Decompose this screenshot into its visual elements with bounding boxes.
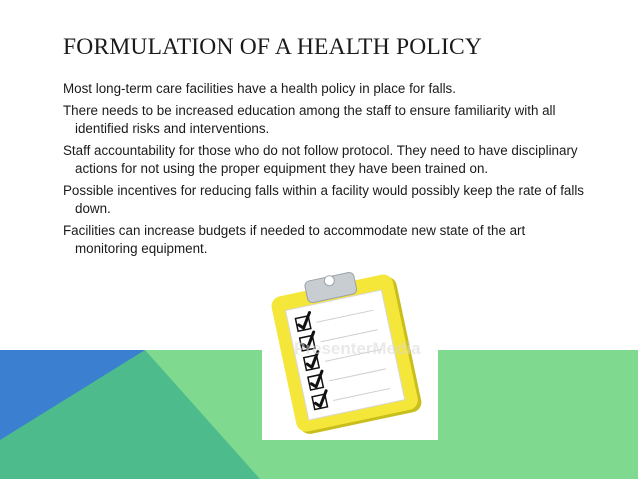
clipboard-image xyxy=(262,264,438,440)
watermark-text: PresenterMedia xyxy=(294,339,421,358)
bullet-item: Facilities can increase budgets if needed to accommodate new state of the art monitoring equipment. xyxy=(63,223,526,256)
bullet-item: Possible incentives for reducing falls within a facility would possibly keep the rate of falls down. xyxy=(63,183,585,216)
clipboard-checklist-icon xyxy=(262,264,438,440)
bullet-item: There needs to be increased education among the staff to ensure familiarity with all identified risks and interventions. xyxy=(63,103,556,136)
bullet-list xyxy=(63,80,588,262)
bullet-item: Staff accountability for those who do not follow protocol. They need to have disciplinary actions for not using the proper equipment they have been trained on. xyxy=(63,143,578,176)
slide-title: FORMULATION OF A HEALTH POLICY xyxy=(63,34,483,60)
bullet-item: Most long-term care facilities have a health policy in place for falls. xyxy=(63,81,456,96)
